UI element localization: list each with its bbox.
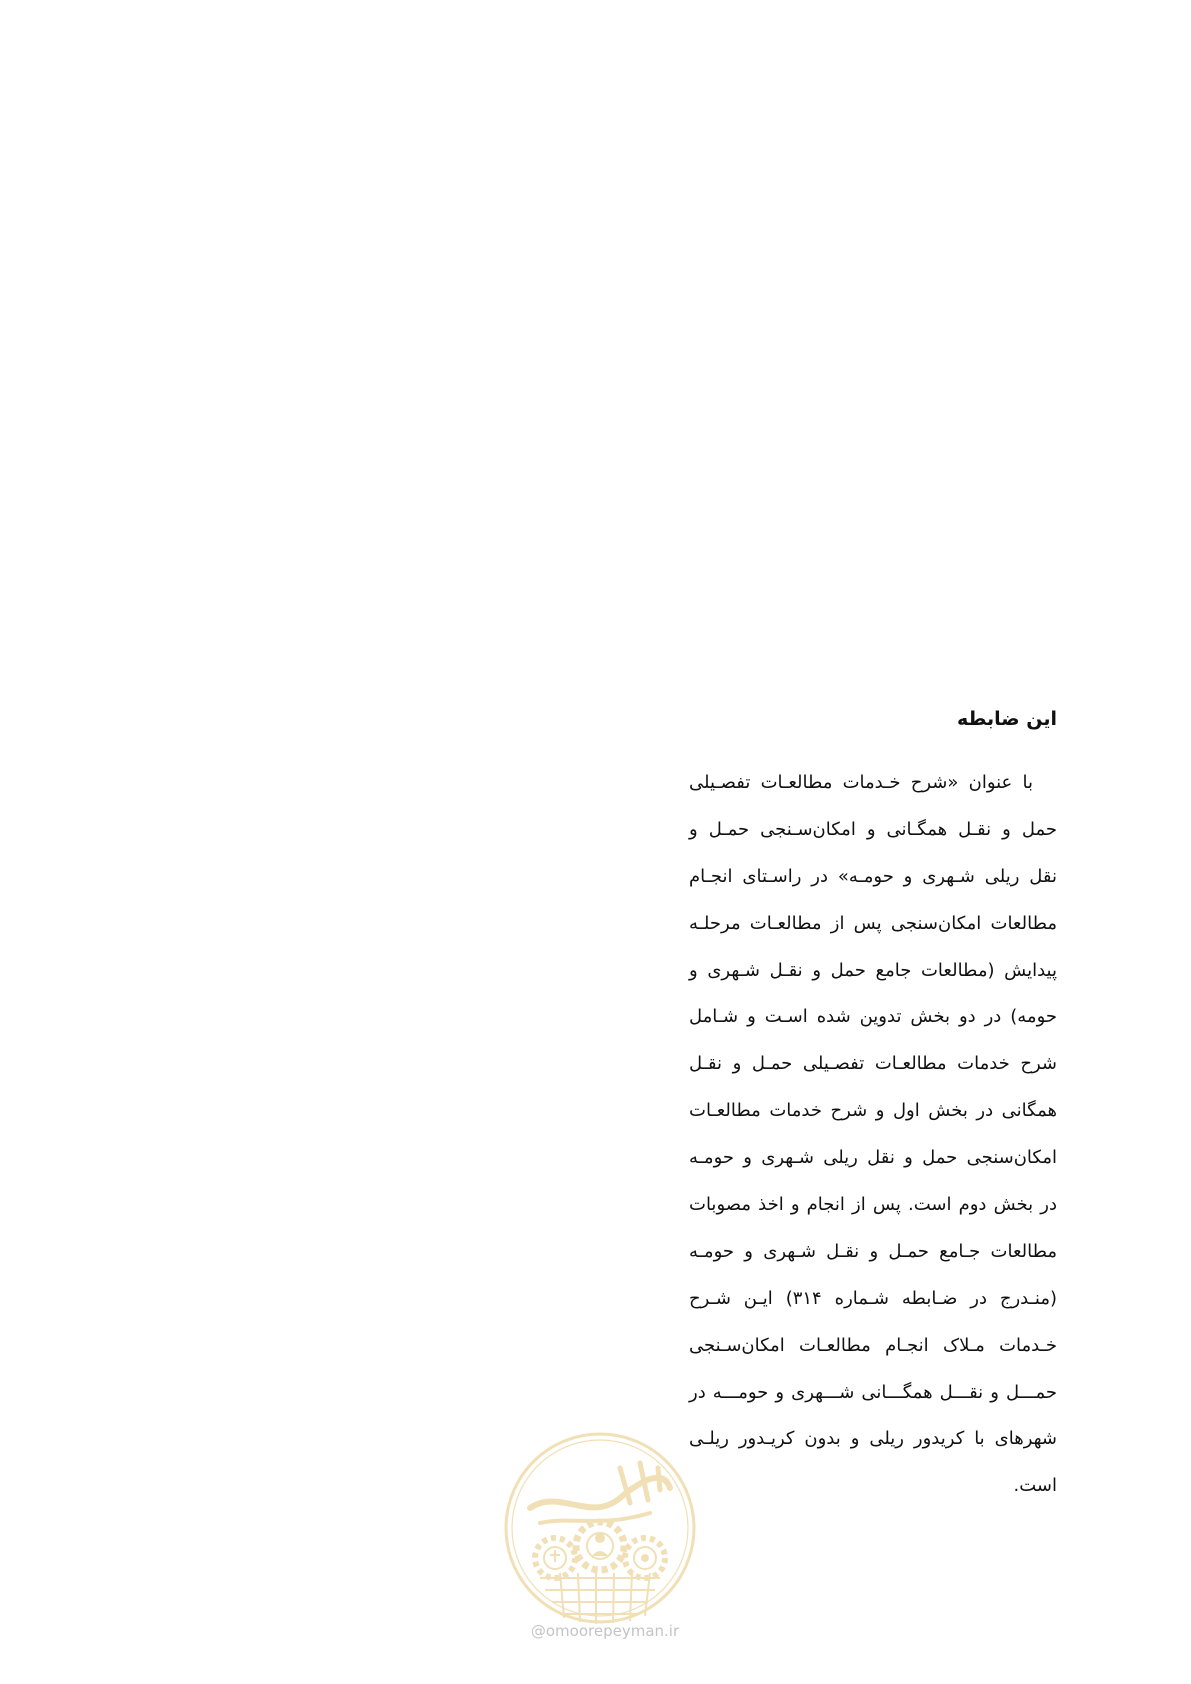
- paragraph-line: خـدمات مـلاک انجـام مطالعـات امکان‌سـنجی: [689, 1334, 1057, 1356]
- paragraph-line: نقل ریلی شـهری و حومـه» در راسـتای انجـام: [689, 865, 1057, 887]
- paragraph-line: در بخش دوم است. پس از انجام و اخذ مصوبات: [689, 1194, 1057, 1216]
- paragraph-line: (منـدرج در ضـابطه شـماره ۳۱۴) ایـن شـرح: [689, 1287, 1058, 1309]
- watermark-logo-icon: [500, 1428, 700, 1628]
- paragraph-line: شهرهای با کریدور ریلی و بدون کریـدور ریلـی: [689, 1428, 1057, 1450]
- paragraph-line: حومه) در دو بخش تدوین شده اسـت و شـامل: [689, 1006, 1057, 1028]
- paragraph-line: شرح خدمات مطالعـات تفصـیلی حمـل و نقـل: [689, 1053, 1057, 1075]
- watermark-url: @omoorepeyman.ir: [530, 1622, 680, 1640]
- paragraph-line: است.: [1013, 1475, 1057, 1497]
- section-heading: این ضابطه: [956, 708, 1057, 730]
- paragraph-line: مطالعات امکان‌سنجی پس از مطالعـات مرحلـه: [689, 912, 1057, 934]
- paragraph-line: امکان‌سنجی حمل و نقل ریلی شـهری و حومـه: [689, 1147, 1057, 1169]
- paragraph-line: همگانی در بخش اول و شرح خدمات مطالعـات: [689, 1100, 1057, 1122]
- paragraph-line: حمل و نقـل همگـانی و امکان‌سـنجی حمـل و: [689, 818, 1057, 840]
- paragraph-line: حمـــل و نقـــل همگـــانی شـــهری و حومـــه در: [689, 1381, 1057, 1403]
- paragraph-line: مطالعات جـامع حمـل و نقـل شـهری و حومـه: [689, 1240, 1057, 1262]
- paragraph-line: با عنوان «شرح خـدمات مطالعـات تفصـیلی: [689, 772, 1033, 793]
- body-paragraph: [689, 760, 1057, 1510]
- paragraph-line: پیدایش (مطالعات جامع حمل و نقـل شـهری و: [689, 959, 1057, 981]
